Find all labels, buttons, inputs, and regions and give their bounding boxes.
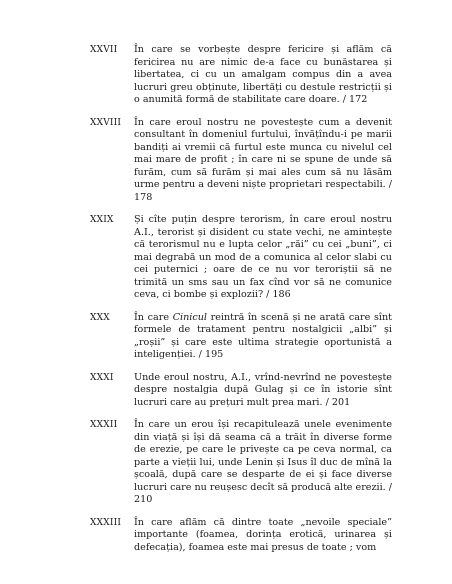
toc-entry-xxxi (90, 372, 392, 410)
chapter-summary: În care eroul nostru ne povestește cum a devenit consultant în domeniul furtului, învățîndu-i pe marii bandiți ai vremii că furtul este munca cu nivelul cel mai mare de profit ; în care ni se spune de unde să furăm, cum să furăm și mai ales cum să nu lăsăm urme pentru a deveni niște proprietari respectabili. / 178 (134, 116, 392, 203)
toc-entry-xxix (90, 214, 392, 302)
chapter-number: XXXIII (90, 517, 122, 528)
summary-text-after: reintră în scenă și ne arată care sînt formele de tratament pentru nostalgicii „albi” și „roșii” și care este ultima strategie oportunistă a inteligenției. / 195 (134, 311, 392, 360)
toc-entry-xxvii (90, 44, 392, 107)
toc-entry-xxxiii (90, 517, 392, 555)
chapter-summary: În care aflăm că dintre toate „nevoile speciale” importante (foamea, dorința erotică, urinarea și defecația), foamea este mai presus de toate ; vom (134, 516, 392, 553)
summary-text-before: În care (134, 311, 173, 323)
toc-entry-xxx (90, 312, 392, 362)
summary-italic-title: Cinicul (172, 311, 207, 323)
chapter-number: XXVIII (90, 117, 122, 128)
chapter-number: XXX (90, 312, 110, 323)
chapter-summary: În care un erou își recapitulează unele evenimente din viață și își dă seama că a trăit în diverse forme de erezie, pe care le privește ca pe ceva normal, ca parte a vieții lui, unde Lenin și Isus îl duc de mînă la școală, după care se desparte de ei și face diverse lucruri care nu reușesc decît să producă alte erezii. / 210 (134, 419, 392, 505)
chapter-summary: Unde eroul nostru, A.I., vrînd-nevrînd ne povestește despre nostalgia după Gulag și ce în istorie sînt lucruri care au prețuri mult prea mari. / 201 (134, 371, 392, 408)
chapter-summary: Și cîte puțin despre terorism, în care eroul nostru A.I., terorist și disident cu state vechi, ne amintește că terorismul nu e lupta celor „răi” cu cei „buni”, ci mai degrabă un mod de a comunica al celor slabi cu cei puternici ; oare de ce nu vor teroriștii să ne trimită un sms sau un fax cînd vor să ne comunice ceva, ci bombe și explozii? / 186 (134, 214, 392, 300)
chapter-number: XXIX (90, 215, 114, 225)
chapter-number: XXXII (90, 420, 118, 430)
chapter-summary (134, 312, 392, 362)
chapter-number: XXVII (90, 45, 118, 55)
chapter-summary: În care se vorbește despre fericire și aflăm că fericirea nu are nimic de-a face cu bunăstarea și libertatea, ci cu un amalgam compus din a avea lucruri greu obținute, libertăți cu destule restricții și o anumită formă de stabilitate care doare. / 172 (134, 44, 392, 105)
toc-entry-xxxii (90, 419, 392, 507)
chapter-number: XXXI (90, 372, 114, 383)
toc-entry-xxviii (90, 117, 392, 205)
